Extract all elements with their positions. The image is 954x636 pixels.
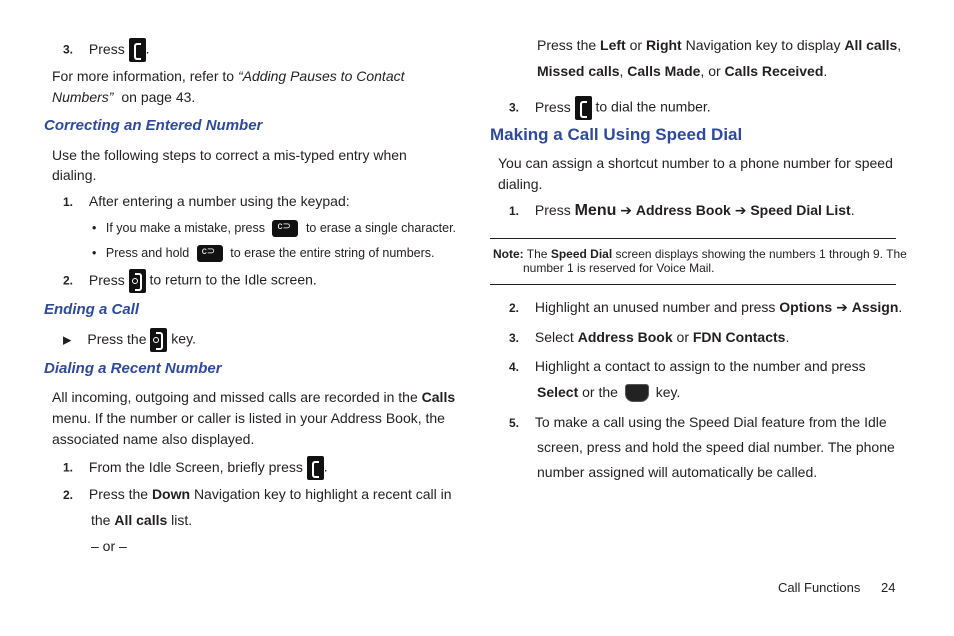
speed-intro-1: You can assign a shortcut number to a phone number for speed	[498, 155, 893, 171]
speed-step-5-line-2: screen, press and hold the speed dial number. The phone	[537, 439, 895, 455]
speed-step-2: 2. Highlight an unused number and press Options ➔ Assign.	[509, 299, 903, 315]
arrow-icon: ➔	[620, 202, 632, 218]
ending-step: ▶ Press the key.	[63, 328, 196, 352]
speed-intro-2: dialing.	[498, 176, 543, 192]
dialing-p3: associated name also displayed.	[52, 431, 255, 447]
bullet-erase-all: • Press and hold c⊃ to erase the entire string of numbers.	[92, 245, 435, 262]
arrow-icon: ▶	[63, 334, 72, 347]
end-key-icon	[129, 269, 146, 293]
correcting-step-2: 2. Press to return to the Idle screen.	[63, 269, 317, 293]
clear-key-icon	[272, 220, 298, 237]
correcting-step-1: 1. After entering a number using the keypad:	[63, 193, 350, 209]
right-step-3: 3. Press to dial the number.	[509, 96, 711, 120]
heading-correcting: Correcting an Entered Number	[44, 117, 263, 134]
dialing-step-1: 1. From the Idle Screen, briefly press .	[63, 456, 328, 480]
note-bottom-rule	[490, 284, 896, 285]
dialing-step-2: 2. Press the Down Navigation key to highlight a recent call in	[63, 486, 452, 502]
more-info-line-1: For more information, refer to “Adding Pauses to Contact	[52, 68, 405, 84]
dialing-p2: menu. If the number or caller is listed in your Address Book, the	[52, 410, 445, 426]
end-key-icon	[150, 328, 167, 352]
continuation-line-2: Missed calls, Calls Made, or Calls Received.	[537, 63, 828, 79]
send-key-icon	[129, 38, 146, 62]
speed-step-1: 1. Press Menu ➔ Address Book ➔ Speed Dial List.	[509, 202, 855, 219]
speed-step-4-cont: Select or the key.	[537, 384, 680, 402]
speed-step-4: 4. Highlight a contact to assign to the number and press	[509, 358, 866, 374]
correcting-intro-1: Use the following steps to correct a mis-typed entry when	[52, 147, 407, 163]
heading-dialing: Dialing a Recent Number	[44, 360, 222, 377]
arrow-icon: ➔	[734, 202, 747, 218]
or-separator: – or –	[91, 538, 127, 554]
heading-ending: Ending a Call	[44, 301, 140, 318]
page-number: 24	[881, 580, 896, 595]
speed-step-5-line-3: number assigned will automatically be called.	[537, 464, 818, 480]
footer-section-title: Call Functions	[778, 580, 861, 595]
note-line-2: number 1 is reserved for Voice Mail.	[523, 261, 715, 275]
note-top-rule	[490, 238, 896, 239]
speed-step-3: 3. Select Address Book or FDN Contacts.	[509, 329, 790, 345]
dialing-step-2-cont: the All calls list.	[91, 512, 193, 528]
clear-key-icon	[197, 245, 223, 262]
correcting-intro-2: dialing.	[52, 167, 97, 183]
dialing-p1: All incoming, outgoing and missed calls are recorded in the Calls	[52, 389, 456, 405]
send-key-icon	[575, 96, 592, 120]
note-line-1: Note: The Speed Dial screen displays showing the numbers 1 through 9. The	[493, 247, 907, 261]
more-info-line-2: Numbers” on page 43.	[52, 89, 196, 105]
heading-speed-dial: Making a Call Using Speed Dial	[490, 125, 743, 144]
step-3: 3. Press .	[63, 38, 149, 62]
bullet-erase-single: • If you make a mistake, press c⊃ to erase a single character.	[92, 220, 456, 237]
arrow-icon: ➔	[836, 299, 848, 315]
send-key-icon	[307, 456, 324, 480]
soft-key-icon	[625, 384, 649, 402]
speed-step-5: 5. To make a call using the Speed Dial feature from the Idle	[509, 414, 887, 430]
continuation-line-1: Press the Left or Right Navigation key to display All calls,	[537, 37, 902, 53]
